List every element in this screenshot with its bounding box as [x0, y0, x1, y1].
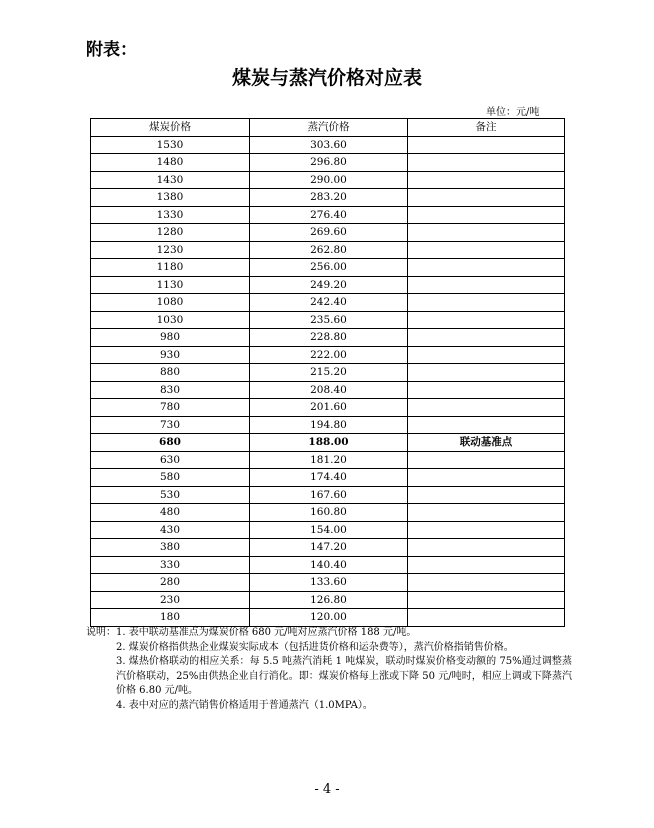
coal-price-cell: 1130	[91, 276, 250, 294]
note-cell	[408, 206, 565, 224]
table-row	[91, 539, 565, 557]
steam-price-cell: 276.40	[250, 206, 408, 224]
note-cell	[408, 329, 565, 347]
coal-price-cell: 1080	[91, 294, 250, 312]
note-cell	[408, 591, 565, 609]
note-cell	[408, 224, 565, 242]
coal-price-cell: 1530	[91, 136, 250, 154]
table-row	[91, 329, 565, 347]
page-number: - 4 -	[314, 782, 340, 797]
steam-price-cell: 126.80	[250, 591, 408, 609]
coal-price-cell: 730	[91, 416, 250, 434]
steam-price-cell: 188.00	[250, 434, 408, 452]
steam-price-cell: 160.80	[250, 504, 408, 522]
coal-price-cell: 1380	[91, 189, 250, 207]
note-text: 4. 表中对应的蒸汽销售价格适用于普通蒸汽（1.0MPA）。	[116, 699, 373, 711]
table-row	[91, 189, 565, 207]
note-item	[86, 626, 572, 641]
steam-price-cell: 215.20	[250, 364, 408, 382]
coal-price-cell: 1180	[91, 259, 250, 277]
steam-price-cell: 303.60	[250, 136, 408, 154]
coal-price-cell: 1230	[91, 241, 250, 259]
note-item	[86, 641, 572, 656]
note-text: 2. 煤炭价格指供热企业煤炭实际成本（包括进货价格和运杂费等），蒸汽价格指销售价格。	[116, 641, 514, 653]
attachment-label: 附表：	[86, 40, 137, 60]
table-body	[91, 136, 565, 626]
note-text: 1. 表中联动基准点为煤炭价格 680 元/吨对应蒸汽价格 188 元/吨。	[116, 627, 417, 638]
table-row	[91, 556, 565, 574]
table-row	[91, 241, 565, 259]
unit-label: 单位：元/吨	[486, 107, 540, 118]
note-cell	[408, 504, 565, 522]
note-cell	[408, 154, 565, 172]
steam-price-cell: 201.60	[250, 399, 408, 417]
steam-price-cell: 235.60	[250, 311, 408, 329]
coal-price-cell: 1330	[91, 206, 250, 224]
steam-price-cell: 283.20	[250, 189, 408, 207]
note-text: 3. 煤热价格联动的相应关系：每 5.5 吨蒸汽消耗 1 吨煤炭，联动时煤炭价格变动额的 75%通过调整蒸汽价格联动，25%由供热企业自行消化。即：煤炭价格每上涨或下降 50 元/吨时，相应上调或下降蒸汽价格 6.80 元/吨。	[116, 656, 572, 696]
steam-price-cell: 154.00	[250, 521, 408, 539]
note-cell	[408, 416, 565, 434]
coal-price-cell: 980	[91, 329, 250, 347]
note-cell	[408, 136, 565, 154]
note-cell	[408, 171, 565, 189]
coal-price-cell: 780	[91, 399, 250, 417]
coal-price-cell: 580	[91, 469, 250, 487]
steam-price-cell: 242.40	[250, 294, 408, 312]
table-row	[91, 399, 565, 417]
steam-price-cell: 256.00	[250, 259, 408, 277]
note-item	[86, 655, 572, 699]
note-cell	[408, 574, 565, 592]
steam-price-cell: 208.40	[250, 381, 408, 399]
steam-price-cell: 181.20	[250, 451, 408, 469]
table-row	[91, 591, 565, 609]
note-cell	[408, 276, 565, 294]
note-cell	[408, 259, 565, 277]
coal-price-cell: 680	[91, 434, 250, 452]
page-title: 煤炭与蒸汽价格对应表	[231, 67, 422, 89]
note-cell	[408, 451, 565, 469]
note-cell	[408, 539, 565, 557]
notes-label: 说明：	[86, 627, 116, 638]
coal-price-cell: 530	[91, 486, 250, 504]
note-cell	[408, 294, 565, 312]
steam-price-header: 蒸汽价格	[250, 119, 408, 137]
note-header: 备注	[408, 119, 565, 137]
coal-price-cell: 380	[91, 539, 250, 557]
coal-price-cell: 280	[91, 574, 250, 592]
coal-price-cell: 1280	[91, 224, 250, 242]
coal-price-header: 煤炭价格	[91, 119, 250, 137]
table-row	[91, 171, 565, 189]
note-cell	[408, 521, 565, 539]
table-row	[91, 469, 565, 487]
steam-price-cell: 174.40	[250, 469, 408, 487]
notes-section	[86, 626, 572, 713]
note-cell	[408, 311, 565, 329]
table-row	[91, 364, 565, 382]
coal-price-cell: 930	[91, 346, 250, 364]
price-table	[90, 118, 565, 627]
table-row	[91, 311, 565, 329]
steam-price-cell: 120.00	[250, 609, 408, 627]
note-item	[86, 699, 572, 714]
table-row	[91, 434, 565, 452]
steam-price-cell: 167.60	[250, 486, 408, 504]
coal-price-cell: 1430	[91, 171, 250, 189]
table-row	[91, 224, 565, 242]
note-cell	[408, 556, 565, 574]
note-cell: 联动基准点	[408, 434, 565, 452]
note-cell	[408, 346, 565, 364]
steam-price-cell: 133.60	[250, 574, 408, 592]
coal-price-cell: 1030	[91, 311, 250, 329]
steam-price-cell: 228.80	[250, 329, 408, 347]
table-row	[91, 609, 565, 627]
coal-price-cell: 230	[91, 591, 250, 609]
coal-price-cell: 480	[91, 504, 250, 522]
table-row	[91, 276, 565, 294]
note-cell	[408, 364, 565, 382]
note-cell	[408, 609, 565, 627]
table-row	[91, 136, 565, 154]
note-cell	[408, 486, 565, 504]
table-row	[91, 381, 565, 399]
note-cell	[408, 241, 565, 259]
coal-price-cell: 430	[91, 521, 250, 539]
steam-price-cell: 249.20	[250, 276, 408, 294]
note-cell	[408, 189, 565, 207]
steam-price-cell: 147.20	[250, 539, 408, 557]
coal-price-cell: 830	[91, 381, 250, 399]
steam-price-cell: 296.80	[250, 154, 408, 172]
note-cell	[408, 469, 565, 487]
table-row	[91, 574, 565, 592]
steam-price-cell: 222.00	[250, 346, 408, 364]
table-row	[91, 154, 565, 172]
steam-price-cell: 140.40	[250, 556, 408, 574]
coal-price-cell: 330	[91, 556, 250, 574]
note-cell	[408, 381, 565, 399]
table-row	[91, 259, 565, 277]
coal-price-cell: 180	[91, 609, 250, 627]
table-row	[91, 504, 565, 522]
table-header-row	[91, 119, 565, 137]
table-row	[91, 294, 565, 312]
steam-price-cell: 269.60	[250, 224, 408, 242]
coal-price-cell: 880	[91, 364, 250, 382]
table-row	[91, 521, 565, 539]
coal-price-cell: 630	[91, 451, 250, 469]
steam-price-cell: 290.00	[250, 171, 408, 189]
table-row	[91, 346, 565, 364]
table-row	[91, 416, 565, 434]
table-row	[91, 486, 565, 504]
coal-price-cell: 1480	[91, 154, 250, 172]
table-row	[91, 451, 565, 469]
table-row	[91, 206, 565, 224]
steam-price-cell: 194.80	[250, 416, 408, 434]
note-cell	[408, 399, 565, 417]
steam-price-cell: 262.80	[250, 241, 408, 259]
